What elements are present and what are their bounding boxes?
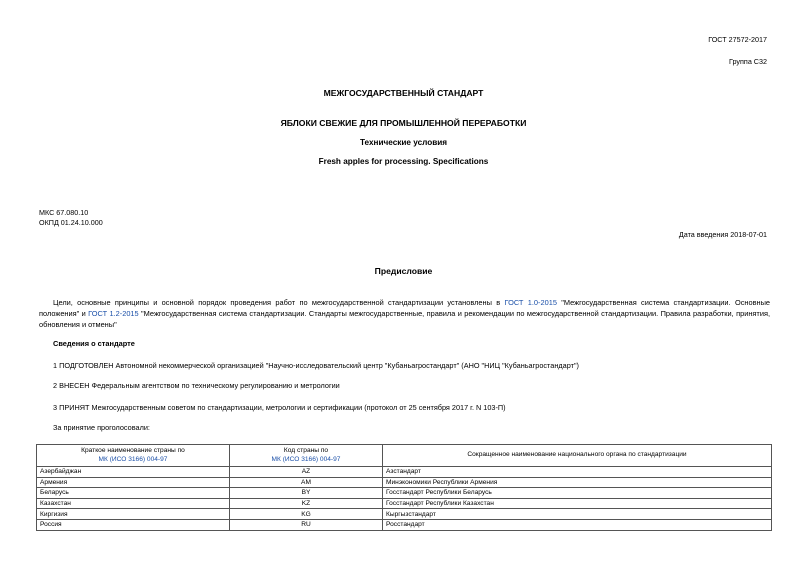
document-subtitle: Технические условия bbox=[359, 138, 448, 147]
preface-text-1: Цели, основные принципы и основной порядок проведения работ по межгосударственной стандартизации установлены в bbox=[53, 298, 505, 307]
body-cell: Кыргызстандарт bbox=[383, 509, 772, 520]
column-header-country-line1: Краткое наименование страны по bbox=[81, 447, 185, 454]
code-cell: AZ bbox=[230, 467, 383, 478]
code-cell: RU bbox=[230, 519, 383, 530]
column-header-code bbox=[230, 445, 383, 467]
table-row bbox=[37, 519, 772, 530]
voted-heading: За принятие проголосовали: bbox=[53, 423, 150, 432]
okpd-code: ОКПД 01.24.10.000 bbox=[39, 218, 103, 227]
table-row bbox=[37, 509, 772, 520]
country-cell: Армения bbox=[37, 477, 230, 488]
mks-code: МКС 67.080.10 bbox=[39, 208, 89, 217]
table-header-row bbox=[37, 445, 772, 467]
body-cell: Госстандарт Республики Казахстан bbox=[383, 498, 772, 509]
country-cell: Киргизия bbox=[37, 509, 230, 520]
code-cell: KG bbox=[230, 509, 383, 520]
prepared-by-item: 1 ПОДГОТОВЛЕН Автономной некоммерческой организацией "Научно-исследовательский центр "Кубаньагростандарт" (АНО "НИЦ "Кубаньагростандарт") bbox=[53, 361, 579, 370]
table-row bbox=[37, 477, 772, 488]
column-header-country-line2: МК (ИСО 3166) 004-97 bbox=[98, 455, 168, 463]
country-cell: Азербайджан bbox=[37, 467, 230, 478]
preface-heading: Предисловие bbox=[374, 266, 433, 276]
code-cell: AM bbox=[230, 477, 383, 488]
english-title: Fresh apples for processing. Specifications bbox=[318, 157, 489, 166]
standard-info-heading: Сведения о стандарте bbox=[53, 339, 135, 348]
column-header-country bbox=[37, 445, 230, 467]
country-cell: Беларусь bbox=[37, 488, 230, 499]
introduced-by-item: 2 ВНЕСЕН Федеральным агентством по техническому регулированию и метрологии bbox=[53, 381, 340, 390]
gost-1-2-2015-link[interactable]: ГОСТ 1.2-2015 bbox=[88, 309, 139, 318]
preface-text-3: "Межгосударственная система стандартизации. Стандарты межгосударственные, правила и рекомендации по межгосударственной стандартизации. Правила разработки, принятия, обновления и отмены" bbox=[39, 309, 770, 329]
voting-countries-table bbox=[36, 444, 772, 531]
column-header-code-line1: Код страны по bbox=[283, 447, 329, 454]
gost-number: ГОСТ 27572-2017 bbox=[708, 35, 767, 44]
adopted-by-item: 3 ПРИНЯТ Межгосударственным советом по стандартизации, метрологии и сертификации (протокол от 25 сентября 2017 г. N 103-П) bbox=[53, 403, 506, 412]
country-cell: Казахстан bbox=[37, 498, 230, 509]
code-cell: KZ bbox=[230, 498, 383, 509]
document-title: ЯБЛОКИ СВЕЖИЕ ДЛЯ ПРОМЫШЛЕННОЙ ПЕРЕРАБОТКИ bbox=[280, 118, 527, 128]
table-row bbox=[37, 467, 772, 478]
group-code: Группа С32 bbox=[729, 57, 767, 66]
body-cell: Минэкономики Республики Армения bbox=[383, 477, 772, 488]
column-header-code-line2: МК (ИСО 3166) 004-97 bbox=[271, 455, 341, 463]
body-cell: Росстандарт bbox=[383, 519, 772, 530]
code-cell: BY bbox=[230, 488, 383, 499]
table-row bbox=[37, 488, 772, 499]
column-header-body: Сокращенное наименование национального органа по стандартизации bbox=[383, 445, 772, 467]
introduction-date: Дата введения 2018-07-01 bbox=[678, 230, 767, 239]
preface-paragraph bbox=[39, 297, 770, 330]
preface-text-2: "Межгосударственная система стандартизации. Основные положения" и bbox=[39, 298, 771, 318]
body-cell: Госстандарт Республики Беларусь bbox=[383, 488, 772, 499]
gost-1-0-2015-link[interactable]: ГОСТ 1.0-2015 bbox=[504, 298, 557, 307]
country-cell: Россия bbox=[37, 519, 230, 530]
table-row bbox=[37, 498, 772, 509]
interstate-standard-title: МЕЖГОСУДАРСТВЕННЫЙ СТАНДАРТ bbox=[323, 88, 484, 98]
body-cell: Азстандарт bbox=[383, 467, 772, 478]
